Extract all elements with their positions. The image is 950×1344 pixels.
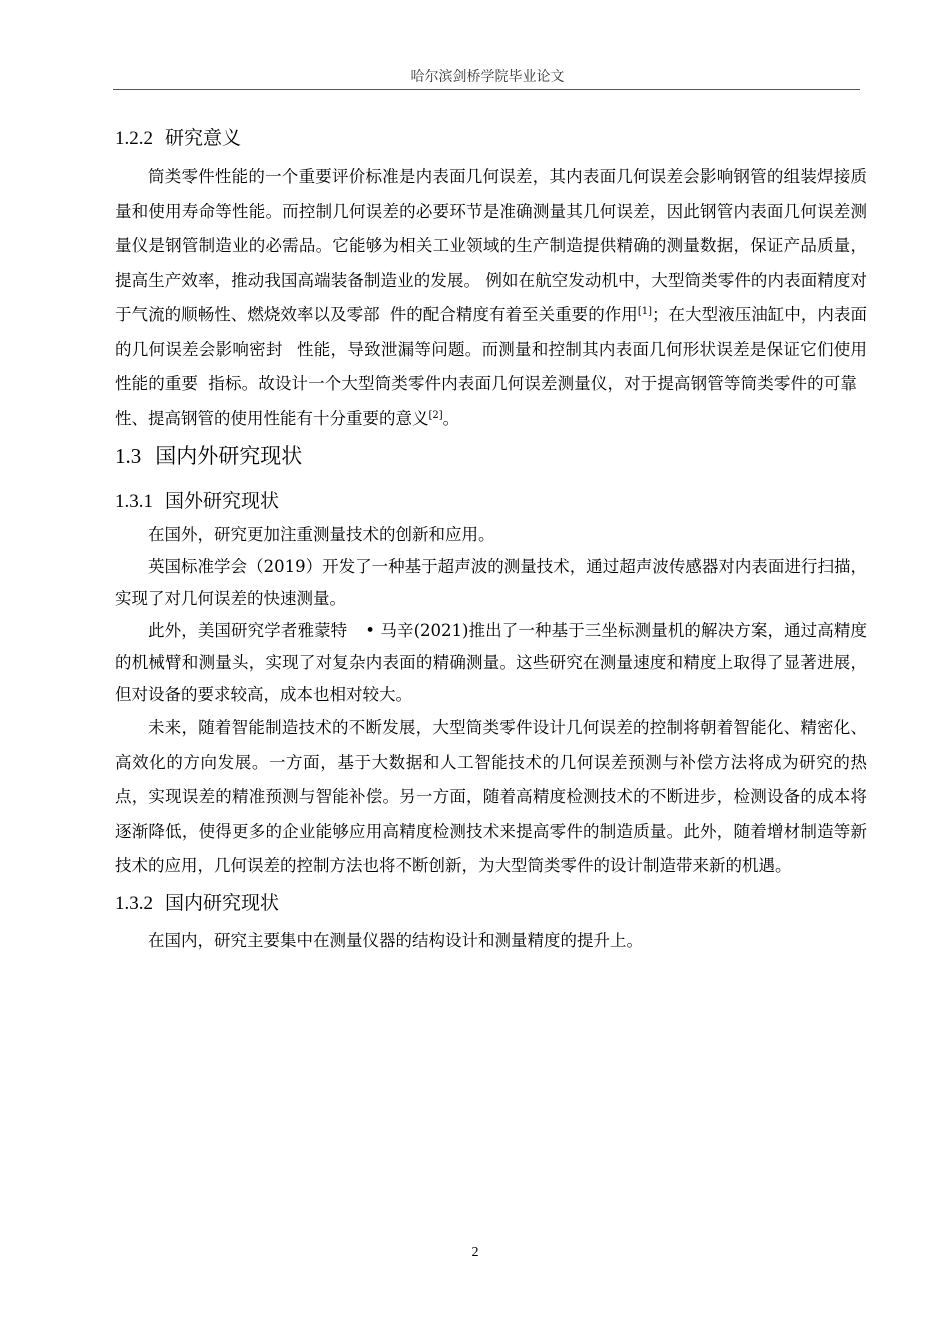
section-heading-1-3 [115,436,867,476]
section-heading-1-2-2 [115,121,867,156]
section-number: 1.3 [115,444,142,468]
section-heading-1-3-1 [115,484,867,519]
citation-1: [1] [637,306,653,317]
text-run: 性、提高钢管的使用性能有十分重要的意义 [115,408,429,428]
text-run: 此外，美国研究学者雅蒙特 [148,621,348,640]
page-number: 2 [471,1245,479,1260]
text-run: 性能，导致泄漏等问题。而测量和控制其内表面几何形状误差是保证它们使用性能的重要 [115,339,868,393]
citation-2: [2] [428,409,443,421]
paragraph-bsi-ultrasonic: 英国标准学会（2019）开发了一种基于超声波的测量技术，通过超声波传感器对内表面进行扫描，实现了对几何误差的快速测量。 [115,557,867,608]
paragraph-future-trend: 未来，随着智能制造技术的不断发展，大型筒类零件设计几何误差的控制将朝着智能化、精密化、高效化的方向发展。一方面，基于大数据和人工智能技术的几何误差预测与补偿方法将成为研究的热点，实现误差的精准预测与智能补偿。另一方面，随着高精度检测技术的不断进步，检测设备的成本将逐渐降低，使得更多的企业能够应用高精度检测技术来提高零件的制造质量。此外，随着增材制造等新技术的应用，几何误差的控制方法也将不断创新，为大型筒类零件的设计制造带来新的机遇。 [115,718,867,875]
paragraph-us-cmm [115,615,867,711]
text-run: 指标。故设计一个大型筒类零件内表面几何误差测量仪，对于提高钢管等筒类零件的可靠 [208,374,858,393]
page-content [115,121,867,957]
text-run: 件的配合精度有着至关重要的作用 [389,305,638,324]
header-divider [113,89,860,90]
section-number: 1.3.2 [115,892,153,914]
page-header: 哈尔滨剑桥学院毕业论文 [410,69,565,85]
section-title: 国内研究现状 [165,891,280,914]
paragraph-foreign-intro: 在国外，研究更加注重测量技术的创新和应用。 [148,525,495,544]
text-run: • 马辛(2021)推出了一种基于三坐标测量机的解决方案，通过高精度的机械臂和测量头，实现了对复杂内表面的精确测量。这些研究在测量速度和精度上取得了显著进展，但对设备的要求较高，成本也相对较大。 [115,621,868,704]
section-heading-1-3-2 [115,886,867,921]
text-run: ；在大型液压油缸中，内表面的几何误差会影响密封 [115,305,868,359]
paragraph-research-significance [115,160,867,436]
paragraph-domestic-intro: 在国内，研究主要集中在测量仪器的结构设计和测量精度的提升上。 [148,930,643,950]
text-run: 筒类零件性能的一个重要评价标准是内表面几何误差，其内表面几何误差会影响钢管的组装焊接质量和使用寿命等性能。而控制几何误差的必要环节是准确测量其几何误差，因此钢管内表面几何误差测量仪是钢管制造业的必需品。它能够为相关工业领域的生产制造提供精确的测量数据，保证产品质量，提高生产效率，推动我国高端装备制造业的发展。 例如在航空发动机中，大型筒类零件的内表面精度对于气流的顺畅性、燃烧效率以及零部 [115,167,867,324]
text-run: 。 [442,408,460,428]
section-title: 研究意义 [165,127,242,149]
section-title: 国内外研究现状 [155,444,303,468]
section-number: 1.2.2 [115,128,153,149]
section-number: 1.3.1 [115,491,153,512]
section-title: 国外研究现状 [165,490,280,512]
